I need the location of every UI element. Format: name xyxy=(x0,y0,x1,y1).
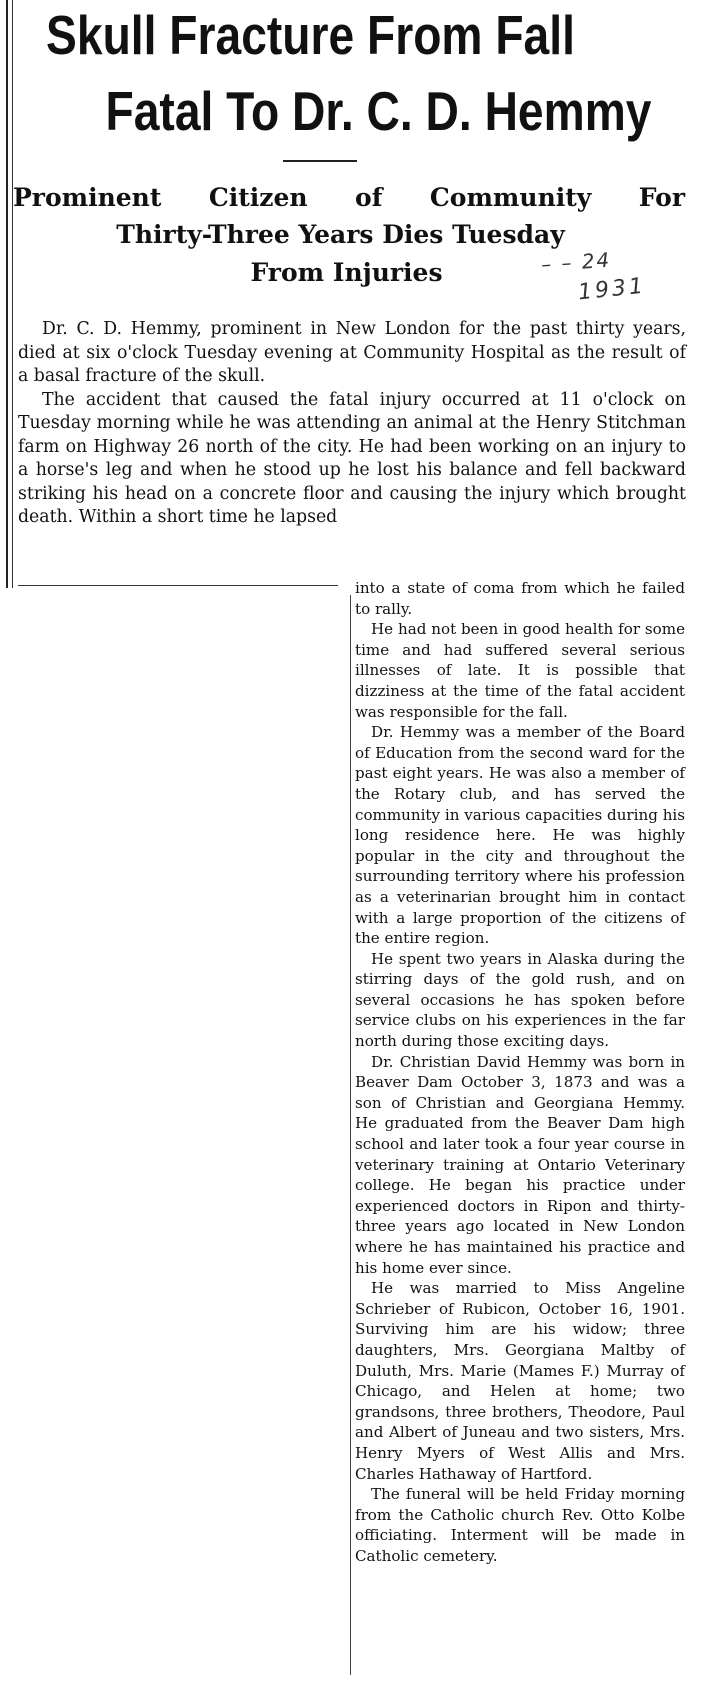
column-cut-rule xyxy=(18,585,338,586)
deck-line-3: From Injuries xyxy=(250,258,443,287)
handwritten-year: 1931 xyxy=(576,273,648,306)
paragraph-text: He was married to Miss Angeline Schrieber of Rubicon, October 16, 1901. Surviving him are his widow; three daughters, Mrs. Georgiana Maltby of Duluth, Mrs. Marie (Mames F.) Murray of Chicago, and Helen at home; two grandsons, three brothers, Theodore, Paul and Albert of Juneau and two sisters, Mrs. Henry Myers of West Allis and Mrs. Charles Hathaway of Hartford. xyxy=(355,1279,685,1483)
paragraph xyxy=(355,722,685,949)
article-continuation-column xyxy=(355,578,685,1567)
paragraph-text: The accident that caused the fatal injury occurred at 11 o'clock on Tuesday morning while he was attending an animal at the Henry Stitchman farm on Highway 26 north of the city. He had been working on an injury to a horse's leg and when he stood up he lost his balance and fell backward striking his head on a concrete floor and causing the injury which brought death. Within a short time he lapsed xyxy=(18,389,686,527)
paragraph xyxy=(355,578,685,619)
paragraph-text: The funeral will be held Friday morning from the Catholic church Rev. Otto Kolbe officiating. Interment will be made in Catholic cemetery. xyxy=(355,1485,685,1565)
paragraph xyxy=(355,1484,685,1566)
paragraph xyxy=(355,1052,685,1279)
article-lead-wide xyxy=(18,318,686,530)
paragraph-text: into a state of coma from which he failed to rally. xyxy=(355,579,685,618)
paragraph xyxy=(355,949,685,1052)
paragraph-text: He had not been in good health for some time and had suffered several serious illnesses of late. It is possible that dizziness at the time of the fatal accident was responsible for the fall. xyxy=(355,620,685,721)
paragraph-text: Dr. C. D. Hemmy, prominent in New London for the past thirty years, died at six o'clock Tuesday evening at Community Hospital as the result of a basal fracture of the skull. xyxy=(18,319,686,386)
paragraph xyxy=(355,1278,685,1484)
paragraph-text: Dr. Hemmy was a member of the Board of Education from the second ward for the past eight years. He was also a member of the Rotary club, and has served the community in various capacities during his long residence here. He was highly popular in the city and throughout the surrounding territory where his profession as a veterinarian brought him in contact with a large proportion of the citizens of the entire region. xyxy=(355,723,685,948)
paragraph xyxy=(355,619,685,722)
left-column-rule-inner xyxy=(12,0,13,588)
handwritten-date: – – 24 xyxy=(540,247,612,277)
headline-line-1: Skull Fracture From Fall xyxy=(46,4,575,66)
paragraph xyxy=(18,318,686,389)
headline-line-2: Fatal To Dr. C. D. Hemmy xyxy=(105,80,652,142)
paragraph xyxy=(18,389,686,530)
headline-divider xyxy=(283,160,357,162)
left-column-rule xyxy=(6,0,8,588)
column-vertical-rule xyxy=(350,595,351,1675)
deck-line-1: Prominent Citizen of Community For xyxy=(13,183,685,212)
deck-line-2: Thirty-Three Years Dies Tuesday xyxy=(116,220,565,249)
paragraph-text: Dr. Christian David Hemmy was born in Beaver Dam October 3, 1873 and was a son of Christian and Georgiana Hemmy. He graduated from the Beaver Dam high school and later took a four year course in veterinary training at Ontario Veterinary college. He began his practice under experienced doctors in Ripon and thirty-three years ago located in New London where he has maintained his practice and his home ever since. xyxy=(355,1052,685,1277)
paragraph-text: He spent two years in Alaska during the stirring days of the gold rush, and on several occasions he has spoken before service clubs on his experiences in the far north during those exciting days. xyxy=(355,949,685,1051)
